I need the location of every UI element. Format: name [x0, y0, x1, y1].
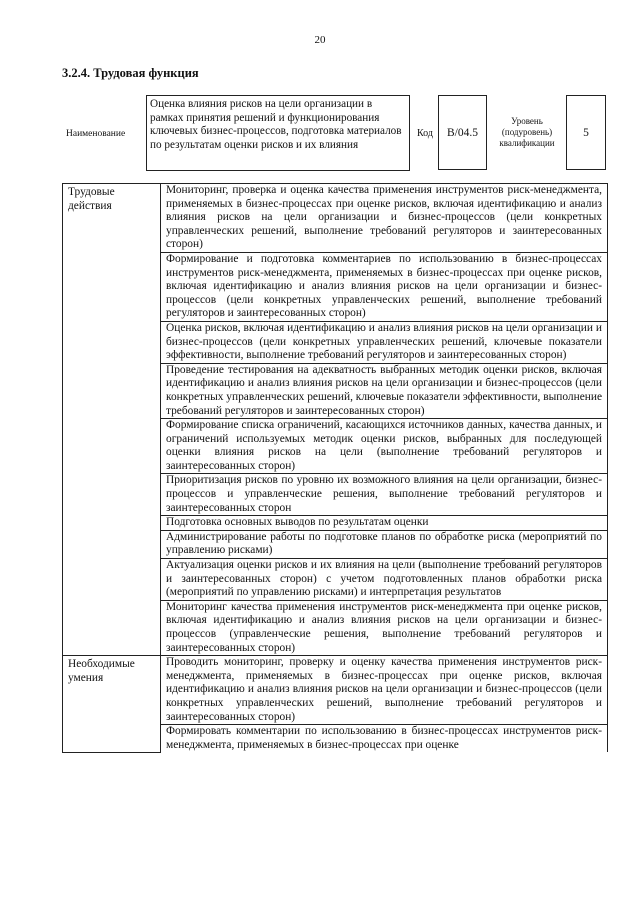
- level-value: 5: [566, 95, 606, 170]
- name-value-box: [146, 95, 410, 171]
- level-label: Уровень (подуровень) квалификации: [499, 116, 555, 148]
- list-item: Оценка рисков, включая идентификацию и анализ влияния рисков на цели организации и бизнес-процессов (цели конкретных управленческих решений, ключевые показатели эффективности, выполнение требований регуляторов и заинтересованных сторон): [161, 321, 608, 363]
- name-value: Оценка влияния рисков на цели организации в рамках принятия решений и функционирования ключевых бизнес-процессов, подготовка материалов по результатам оценки рисков и их влияния: [150, 98, 402, 151]
- list-item: Приоритизация рисков по уровню их возможного влияния на цели организации, бизнес-процессов и управленческие решения, выполнение требований регуляторов и заинтересованных сторон: [161, 474, 608, 516]
- name-underline: [146, 170, 410, 171]
- list-item: Проведение тестирования на адекватность выбранных методик оценки рисков, включая идентификацию и анализ влияния рисков на цели организации и бизнес-процессов (цели конкретных управленческих решений, ключевые показатели эффективности, выполнение требований регуляторов и заинтересованных сторон): [161, 363, 608, 418]
- list-item: Формировать комментарии по использованию в бизнес-процессах инструментов риск-менеджмента, применяемых в бизнес-процессах при оценке: [161, 725, 608, 753]
- list-item: Мониторинг качества применения инструментов риск-менеджмента при оценке рисков, включая идентификацию и анализ влияния рисков на цели организации и бизнес-процессов (управленческие решения, выполнение требований регуляторов и заинтересованных сторон): [161, 600, 608, 655]
- list-item: Формирование и подготовка комментариев по использованию в бизнес-процессах инструментов риск-менеджмента, применяемых в бизнес-процессах при оценке рисков, включая идентификацию и анализ влияния рисков на цели организации и бизнес-процессов (цели конкретных управленческих решений, выполнение требований регуляторов и заинтересованных сторон): [161, 252, 608, 321]
- list-item: Формирование списка ограничений, касающихся источников данных, качества данных, и ограничений используемых методик оценки рисков, выбранных для последующей оценки влияния рисков на цели (выполнение требований регуляторов и заинтересованных сторон): [161, 419, 608, 474]
- list-item: Мониторинг, проверка и оценка качества применения инструментов риск-менеджмента, применяемых в бизнес-процессах при оценке рисков, включая идентификацию и анализ влияния рисков на цели организации и бизнес-процессов (цели конкретных управленческих решений, выполнение требований регуляторов и заинтересованных сторон): [161, 184, 608, 253]
- code-label: Код: [417, 128, 433, 139]
- section-title-actions: Трудовые действия: [63, 184, 161, 656]
- list-item: Актуализация оценки рисков и их влияния на цели (выполнение требований регуляторов и заинтересованных сторон) с учетом подготовленных планов обработки риска (мероприятий по управлению рисками) и интерпретация результатов: [161, 559, 608, 601]
- code-value: B/04.5: [438, 95, 487, 170]
- page-number: 20: [314, 34, 326, 46]
- table-row: [63, 184, 608, 253]
- section-title-skills: Необходимые умения: [63, 656, 161, 753]
- name-label: Наименование: [66, 129, 126, 139]
- list-item: Проводить мониторинг, проверку и оценку качества применения инструментов риск-менеджмента, применяемых в бизнес-процессах при оценке рисков, включая идентификацию и анализ влияния рисков на цели организации и бизнес-процессов (цели конкретных управленческих решений, выполнение требований регуляторов и заинтересованных сторон): [161, 656, 608, 725]
- labor-function-table: [62, 183, 608, 753]
- section-heading: 3.2.4. Трудовая функция: [62, 66, 199, 80]
- list-item: Администрирование работы по подготовке планов по обработке риска (мероприятий по управлению рисками): [161, 530, 608, 558]
- table-row: [63, 656, 608, 725]
- list-item: Подготовка основных выводов по результатам оценки: [161, 516, 608, 531]
